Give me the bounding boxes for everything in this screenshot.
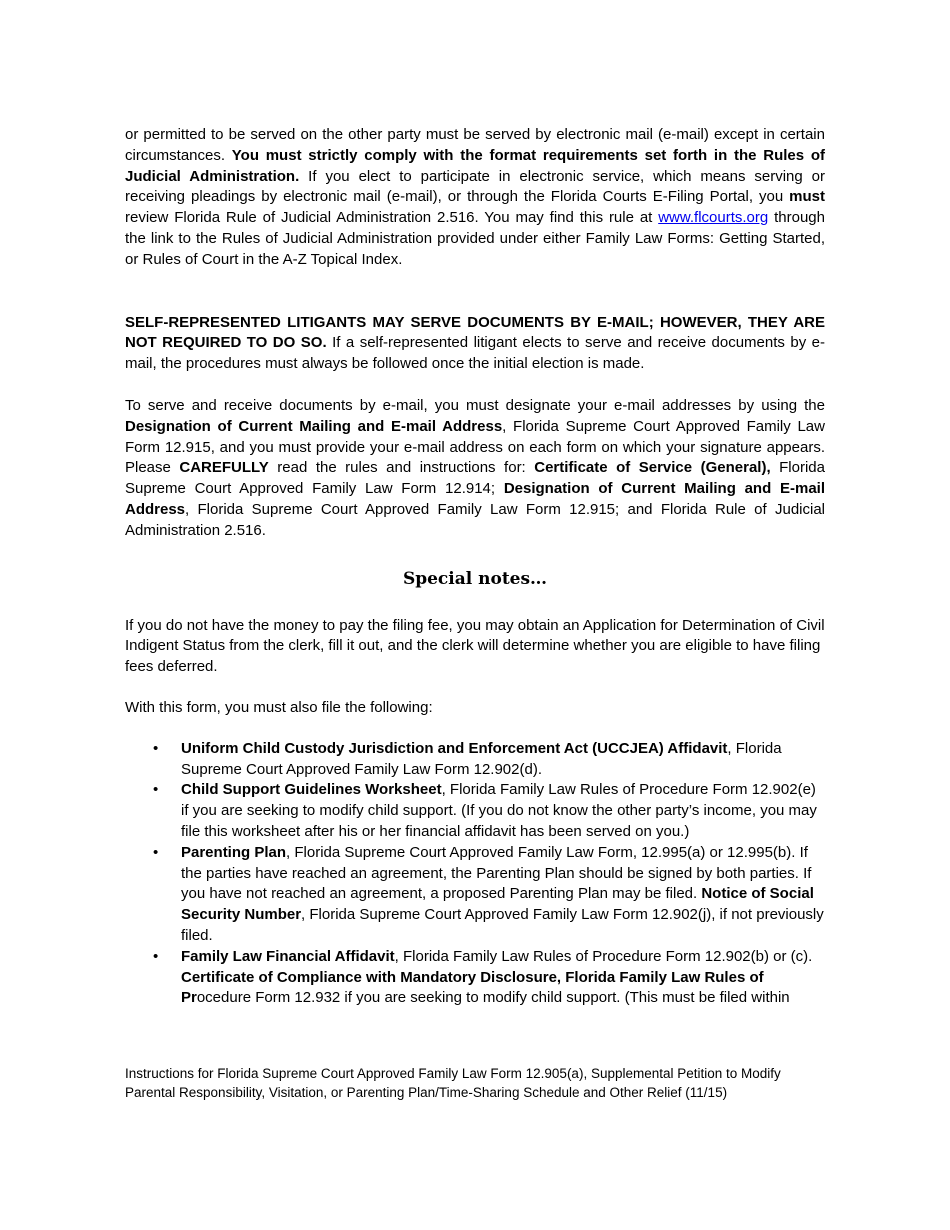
bullet-icon: •	[153, 947, 159, 965]
electronic-service-paragraph: or permitted to be served on the other party must be served by electronic mail (e-mail) except in certain circumstances. You must strictly comply with the format requirements set forth in the Rules of Judicial Administration. If you elect to participate in electronic service, which means serving or receiving pleadings by electronic mail (e-mail), or through the Florida Courts E-Filing Portal, you must review Florida Rule of Judicial Administration 2.516. You may find this rule at www.flcourts.org through the link to the Rules of Judicial Administration provided under either Family Law Forms: Getting Started, or Rules of Court in the A-Z Topical Index.	[125, 126, 826, 268]
page-footer	[125, 1065, 845, 1102]
flcourts-link[interactable]: www.flcourts.org	[658, 209, 769, 227]
list-item: • Parenting Plan, Florida Supreme Court Approved Family Law Form, 12.995(a) or 12.995(b). If the parties have reached an agreement, the Parenting Plan should be signed by both parties. If you have not reached an agreement, a proposed Parenting Plan may be filed. Notice of Social Security Number, Florida Supreme Court Approved Family Law Form 12.902(j), if not previously filed.	[153, 843, 824, 944]
footer-line: Instructions for Florida Supreme Court Approved Family Law Form 12.905(a), Supplemental Petition to Modify	[125, 1066, 781, 1081]
filing-fee-paragraph: If you do not have the money to pay the filing fee, you may obtain an Application for Determination of Civil Indigent Status from the clerk, fill it out, and the clerk will determine whether you are eligible to have filing fees deferred.	[125, 616, 825, 676]
bullet-icon: •	[153, 843, 159, 861]
self-represented-paragraph: SELF-REPRESENTED LITIGANTS MAY SERVE DOCUMENTS BY E-MAIL; HOWEVER, THEY ARE NOT REQUIRED TO DO SO. If a self-represented litigant elects to serve and receive documents by e-mail, the procedures must always be followed once the initial election is made.	[125, 313, 826, 373]
list-item: • Child Support Guidelines Worksheet, Florida Family Law Rules of Procedure Form 12.902(e) if you are seeking to modify child support. (If you do not know the other party’s income, you may file this worksheet after his or her financial affidavit has been served on you.)	[153, 781, 817, 840]
document-body	[125, 125, 825, 1009]
footer-line: Parental Responsibility, Visitation, or Parenting Plan/Time-Sharing Schedule and Other Relief (11/15)	[125, 1084, 728, 1100]
list-item: • Uniform Child Custody Jurisdiction and Enforcement Act (UCCJEA) Affidavit, Florida Supreme Court Approved Family Law Form 12.902(d).	[153, 739, 782, 778]
also-file-paragraph: With this form, you must also file the following:	[125, 698, 433, 716]
required-documents-list	[125, 739, 825, 1009]
bullet-icon: •	[153, 781, 159, 799]
bullet-icon: •	[153, 739, 159, 757]
email-designation-paragraph: To serve and receive documents by e-mail, you must designate your e-mail addresses by using the Designation of Current Mailing and E-mail Address, Florida Supreme Court Approved Family Law Form 12.915, and you must provide your e-mail address on each form on which your signature appears. Please CAREFULLY read the rules and instructions for: Certificate of Service (General), Florida Supreme Court Approved Family Law Form 12.914; Designation of Current Mailing and E-mail Address, Florida Supreme Court Approved Family Law Form 12.915; and Florida Rule of Judicial Administration 2.516.	[125, 396, 826, 539]
list-item: • Family Law Financial Affidavit, Florida Family Law Rules of Procedure Form 12.902(b) or (c). Certificate of Compliance with Mandatory Disclosure, Florida Family Law Rules of Procedure Form 12.932 if you are seeking to modify child support. (This must be filed within	[153, 947, 813, 1007]
special-notes-heading: Special notes…	[402, 568, 548, 589]
